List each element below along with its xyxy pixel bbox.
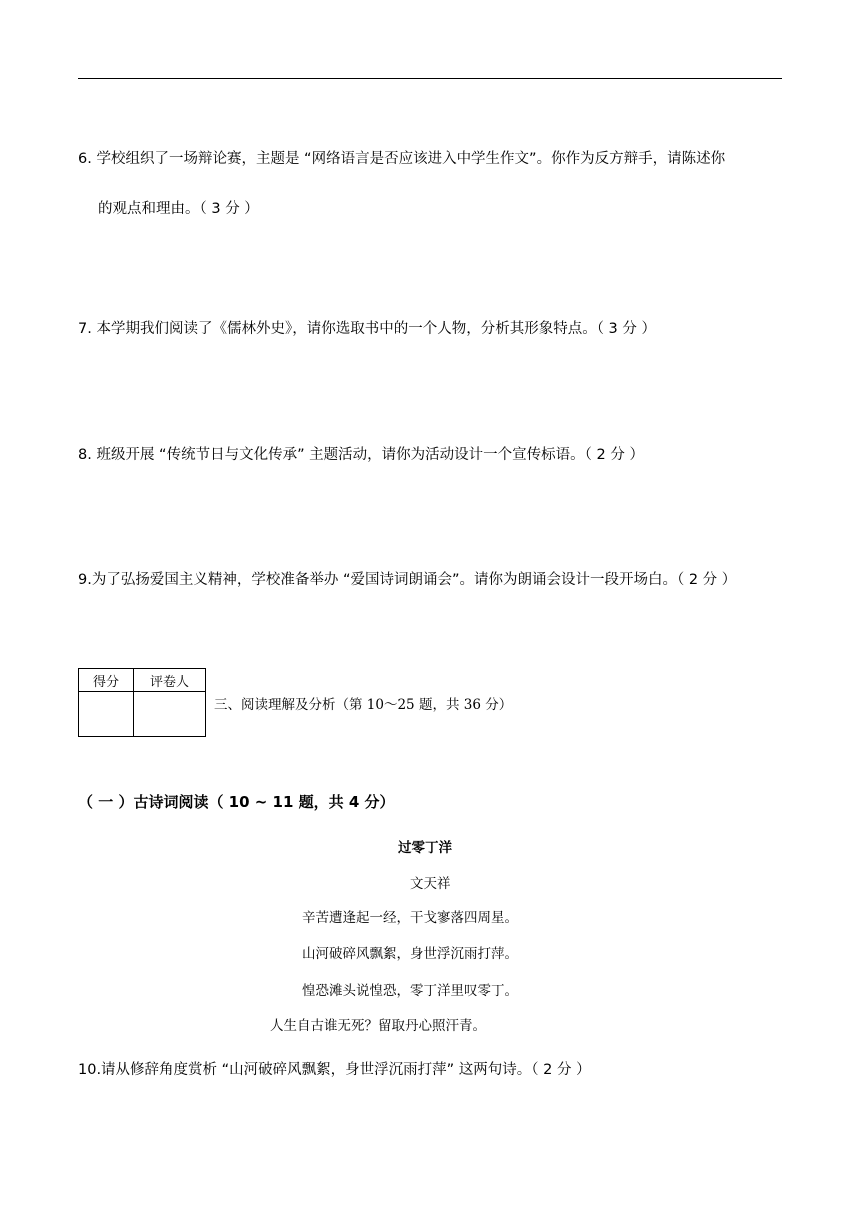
score-table — [78, 668, 206, 737]
question-6 — [78, 148, 790, 220]
question-10: 10.请从修辞角度赏析 “山河破碎风飘絮，身世浮沉雨打萍” 这两句诗。（ 2 分 ） — [78, 1062, 591, 1078]
question-6-line1: 6. 学校组织了一场辩论赛，主题是 “网络语言是否应该进入中学生作文”。你作为反方辩手，请陈述你 — [78, 151, 726, 167]
poem-line: 惶恐滩头说惶恐，零丁洋里叹零丁。 — [302, 983, 518, 999]
question-9: 9.为了弘扬爱国主义精神，学校准备举办 “爱国诗词朗诵会”。请你为朗诵会设计一段开场白。（ 2 分 ） — [78, 572, 737, 588]
poem-line: 人生自古谁无死？留取丹心照汗青。 — [270, 1018, 486, 1034]
question-8: 8. 班级开展 “传统节日与文化传承” 主题活动，请你为活动设计一个宣传标语。（ 2 分 ） — [78, 447, 644, 463]
score-header: 得分 — [79, 669, 134, 692]
score-cell — [79, 692, 134, 737]
subsection-1-heading: （ 一 ）古诗词阅读（ 10 ~ 11 题，共 4 分） — [78, 793, 395, 811]
grader-cell — [134, 692, 206, 737]
header-rule — [78, 78, 782, 79]
poem-line: 山河破碎风飘絮，身世浮沉雨打萍。 — [302, 946, 518, 962]
question-6-line2: 的观点和理由。（ 3 分 ） — [98, 201, 259, 217]
grader-header: 评卷人 — [134, 669, 206, 692]
section-3-heading: 三、阅读理解及分析（第 10～25 题，共 36 分） — [214, 697, 513, 713]
poem-line: 辛苦遭逢起一经，干戈寥落四周星。 — [302, 910, 518, 926]
question-7: 7. 本学期我们阅读了《儒林外史》，请你选取书中的一个人物，分析其形象特点。（ 3 分 ） — [78, 321, 656, 337]
poem-title: 过零丁洋 — [398, 840, 452, 856]
poem-author: 文天祥 — [410, 876, 451, 892]
